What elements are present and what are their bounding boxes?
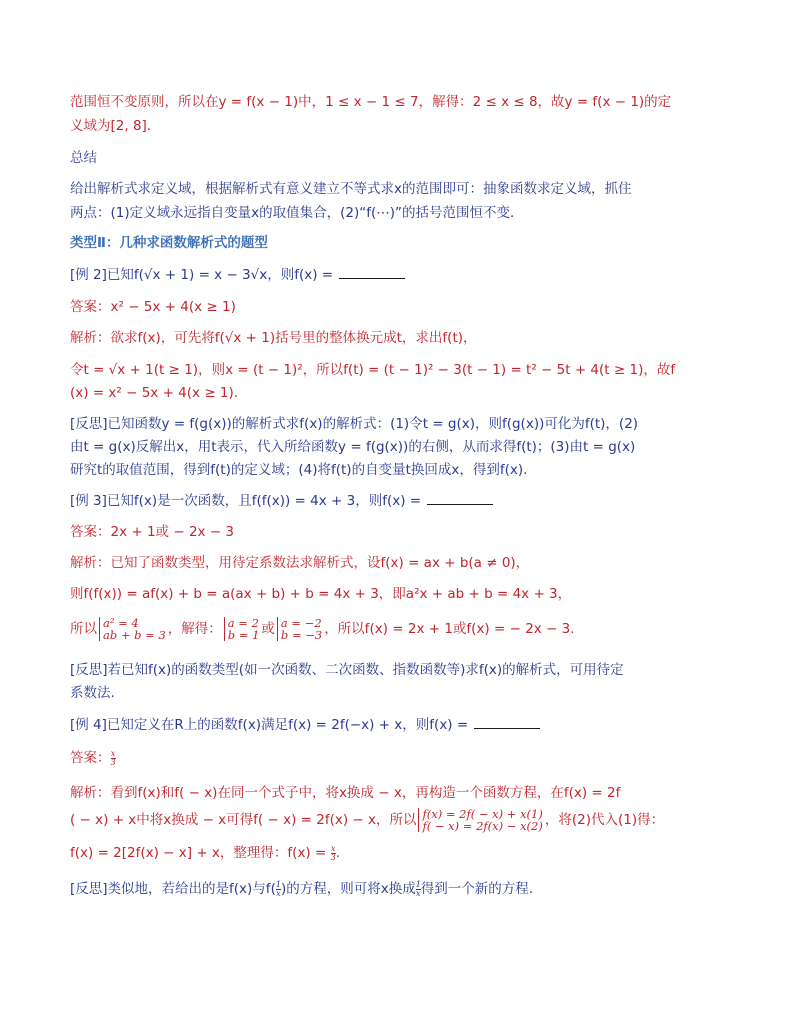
equation: a = 2: [227, 616, 259, 630]
numerator: 1: [275, 879, 281, 889]
text-line: 解析：看到f(x)和f( − x)在同一个式子中，将x换成 − x，再构造一个函数方程，在f(x) = 2f: [70, 785, 621, 801]
text-segment: ( − x) + x中将x换成 − x可得f( − x) = 2f(x) − x，所以: [70, 812, 417, 828]
equation: f(x) = 2f( − x) + x(1): [422, 807, 543, 821]
text-line: 研究t的取值范围，得到f(t)的定义域；(4)将f(t)的自变量t换回成x，得到f(x).: [70, 462, 528, 478]
answer-blank: [339, 265, 405, 279]
question-text: [例 4]已知定义在R上的函数f(x)满足f(x) = 2f(−x) + x，则f(x) =: [70, 717, 473, 733]
example-3-question: [70, 491, 493, 511]
numerator: x: [330, 843, 336, 853]
text-line: [反思]若已知f(x)的函数类型(如一次函数、二次函数、指数函数等)求f(x)的解析式，可用待定: [70, 662, 624, 678]
denominator: x: [416, 888, 421, 898]
equation-system: [99, 617, 166, 641]
denominator: x: [276, 888, 281, 898]
question-text: [例 3]已知f(x)是一次函数，且f(f(x)) = 4x + 3，则f(x) =: [70, 493, 426, 509]
text-line: 解析：已知了函数类型，用待定系数法求解析式，设f(x) = ax + b(a ≠ 0)，: [70, 555, 530, 571]
text-line: 解析：欲求f(x)，可先将f(√x + 1)括号里的整体换元成t，求出f(t)，: [70, 330, 477, 346]
equation: a = −2: [280, 616, 322, 630]
text-line: 给出解析式求定义域，根据解析式有意义建立不等式求x的范围即可：抽象函数求定义域，抓住: [70, 181, 632, 197]
denominator: 3: [330, 852, 336, 862]
denominator: 3: [110, 757, 116, 767]
text-segment: f(x) = 2[2f(x) − x] + x，整理得：f(x) =: [70, 845, 331, 861]
text-line: 则f(f(x)) = af(x) + b = a(ax + b) + b = 4x + 3，即a²x + ab + b = 4x + 3，: [70, 586, 572, 602]
equation: ab + b = 3: [103, 628, 166, 642]
text-segment: ，所以f(x) = 2x + 1或f(x) = − 2x − 3.: [324, 621, 575, 637]
answer-line: [70, 745, 116, 771]
text-segment: 答案：: [70, 750, 111, 766]
text-line: 由t = g(x)反解出x，用t表示，代入所给函数y = f(g(x))的右侧，从而求得f(t)；(3)由t = g(x): [70, 439, 636, 455]
summary-heading: 总结: [70, 150, 97, 166]
equation-system: [277, 617, 322, 641]
section-heading: 类型Ⅱ：几种求函数解析式的题型: [70, 235, 268, 251]
text-segment: (: [270, 881, 276, 897]
text-segment: [反思]类似地，若给出的是f(x)与f: [70, 881, 271, 897]
text-line: 令t = √x + 1(t ≥ 1)，则x = (t − 1)²，所以f(t) = (t − 1)² − 3(t − 1) = t² − 5t + 4(t ≥ 1)，故f: [70, 362, 676, 378]
fraction: [111, 750, 116, 767]
example-4-question: [70, 715, 540, 735]
equation: f( − x) = 2f(x) − x(2): [422, 819, 543, 833]
question-text: [例 2]已知f(√x + 1) = x − 3√x，则f(x) =: [70, 267, 338, 283]
answer-line: 答案：x² − 5x + 4(x ≥ 1): [70, 299, 236, 315]
text-line: 系数法.: [70, 685, 115, 701]
text-line: 两点：(1)定义域永远指自变量x的取值集合，(2)“f(⋯)”的括号范围恒不变.: [70, 205, 515, 221]
text-segment: ，解得：: [167, 621, 222, 637]
system-of-equations-line: [70, 806, 664, 834]
text-segment: 或: [261, 621, 275, 637]
equation-system: [224, 617, 260, 641]
equation: a² = 4: [103, 616, 139, 630]
numerator: x: [110, 748, 116, 758]
text-segment: ): [280, 881, 287, 897]
numerator: 1: [415, 879, 421, 889]
text-segment: 的方程，则可将x换成: [286, 881, 416, 897]
text-line: [反思]已知函数y = f(g(x))的解析式求f(x)的解析式：(1)令t = g(x)，则f(g(x))可化为f(t)，(2): [70, 416, 639, 432]
text-line: (x) = x² − 5x + 4(x ≥ 1).: [70, 385, 239, 401]
answer-blank: [474, 715, 540, 729]
equation: b = −3: [280, 628, 323, 642]
text-line: [70, 876, 533, 902]
text-line: 范围恒不变原则，所以在y = f(x − 1)中，1 ≤ x − 1 ≤ 7，解得：2 ≤ x ≤ 8，故y = f(x − 1)的定: [70, 94, 672, 110]
answer-blank: [427, 491, 493, 505]
text-segment: .: [335, 845, 340, 861]
system-of-equations-line: [70, 615, 575, 643]
text-segment: ，将(2)代入(1)得：: [544, 812, 665, 828]
example-2-question: [70, 265, 405, 285]
text-line: [70, 840, 340, 866]
text-line: 义域为[2, 8].: [70, 118, 152, 134]
text-segment: 得到一个新的方程.: [420, 881, 534, 897]
answer-line: 答案：2x + 1或 − 2x − 3: [70, 524, 235, 540]
equation: b = 1: [227, 628, 260, 642]
equation-system: [418, 808, 542, 832]
text-segment: 所以: [70, 621, 97, 637]
